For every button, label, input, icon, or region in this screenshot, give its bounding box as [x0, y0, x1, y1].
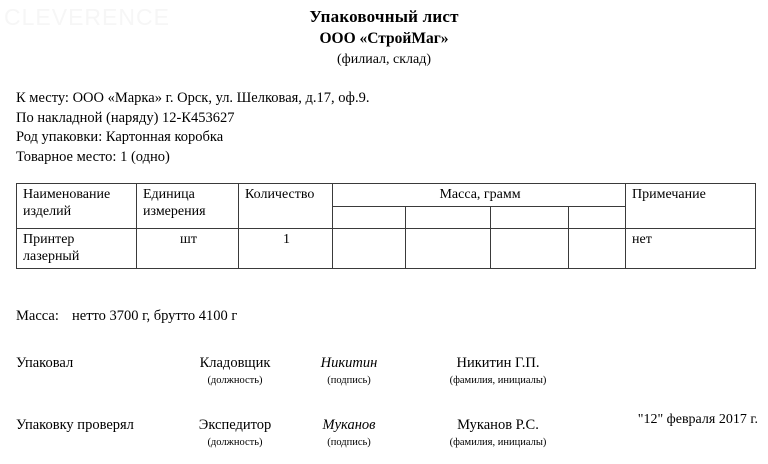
- signature-role-2: [175, 416, 295, 450]
- signature-block: [0, 354, 768, 464]
- signature-fullname-text: Никитин Г.П.: [456, 355, 540, 371]
- signature-fullname: [403, 354, 593, 388]
- table-header-row-1: [17, 184, 756, 207]
- header-cell-mass-sub-2: [406, 207, 491, 229]
- mass-summary-value: нетто 3700 г, брутто 4100 г: [72, 308, 238, 324]
- cell-item-quantity: 1: [239, 229, 333, 269]
- signature-action-text: Упаковал: [16, 355, 74, 371]
- signature-role-text: Кладовщик: [199, 355, 271, 371]
- cell-item-note: нет: [626, 229, 756, 269]
- signature-fullname-caption: (фамилия, инициалы): [449, 375, 547, 386]
- cell-item-mass-1: [333, 229, 406, 269]
- company-name: ООО «СтройМаг»: [319, 30, 449, 47]
- signature-action-label-2: [16, 416, 134, 434]
- signature-role-caption: (должность): [207, 375, 263, 386]
- place-count-line: Товарное место: 1 (одно): [16, 148, 170, 165]
- cell-item-mass-2: [406, 229, 491, 269]
- signature-mark: [295, 354, 403, 388]
- signature-fullname-text-2: Муканов Р.С.: [457, 417, 539, 433]
- packing-table-wrapper: [0, 183, 768, 269]
- header-cell-mass-sub-1: [333, 207, 406, 229]
- signature-fullname-caption-2: (фамилия, инициалы): [449, 437, 547, 448]
- signature-mark-2: [295, 416, 403, 450]
- signature-mark-text: Никитин: [320, 355, 378, 371]
- signature-mark-text-2: Муканов: [322, 417, 376, 433]
- signature-role-caption-2: (должность): [207, 437, 263, 448]
- destination-line: К месту: ООО «Марка» г. Орск, ул. Шелковая, д.17, оф.9.: [16, 90, 370, 106]
- signature-role-text-2: Экспедитор: [198, 417, 272, 433]
- cell-item-mass-3: [491, 229, 569, 269]
- company-branch: (филиал, склад): [336, 52, 432, 67]
- header-cell-unit: Единица измерения: [137, 184, 239, 229]
- header-cell-note: Примечание: [626, 184, 756, 229]
- signature-action-text-2: Упаковку проверял: [16, 417, 134, 433]
- address-block: [0, 89, 768, 167]
- package-type-line: Род упаковки: Картонная коробка: [16, 129, 224, 145]
- table-row: [17, 229, 756, 269]
- page-title: Упаковочный лист: [309, 7, 459, 26]
- cell-item-unit: шт: [137, 229, 239, 269]
- packing-table: [16, 183, 756, 269]
- signature-row-packed-by: [10, 354, 768, 402]
- mass-summary-label: Масса:: [16, 308, 59, 324]
- header-cell-quantity: Количество: [239, 184, 333, 229]
- signature-fullname-2: [403, 416, 593, 450]
- header-cell-mass: Масса, грамм: [333, 184, 626, 207]
- cell-item-name: Принтер лазерный: [17, 229, 137, 269]
- cell-item-mass-4: [569, 229, 626, 269]
- signature-role: [175, 354, 295, 388]
- watermark-cleverence: CLEVERENCE: [4, 4, 170, 30]
- signature-action-label: [16, 354, 73, 372]
- waybill-line: По накладной (наряду) 12-К453627: [16, 109, 235, 126]
- header-cell-mass-sub-4: [569, 207, 626, 229]
- header-cell-name: Наименование изделий: [17, 184, 137, 229]
- header-cell-mass-sub-3: [491, 207, 569, 229]
- document-date: "12" февраля 2017 г.: [637, 412, 758, 427]
- signature-mark-caption-2: (подпись): [327, 437, 371, 448]
- signature-mark-caption: (подпись): [327, 375, 371, 386]
- mass-summary: [0, 307, 768, 326]
